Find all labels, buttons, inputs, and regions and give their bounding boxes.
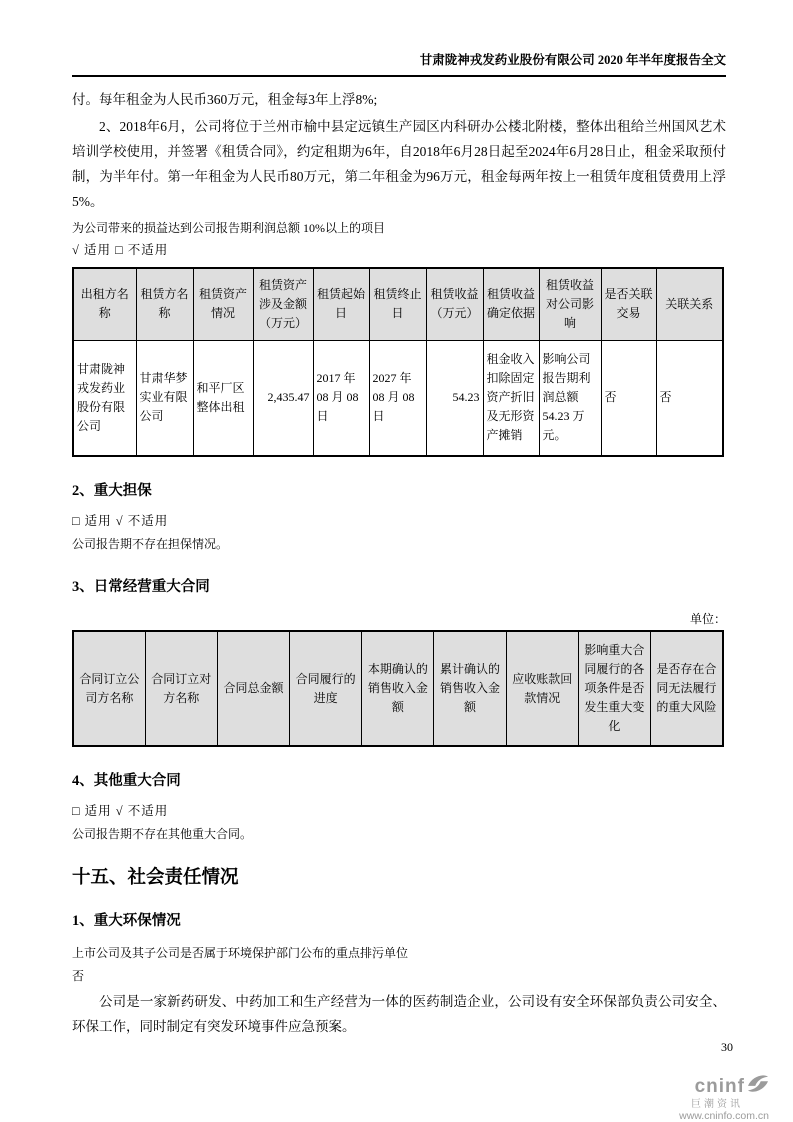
column-header: 租赁终止日 — [369, 268, 426, 340]
lease-table-header-row — [73, 268, 723, 340]
column-header: 关联关系 — [656, 268, 723, 340]
column-header: 租赁收益对公司影响 — [539, 268, 601, 340]
cell-related-transaction: 否 — [601, 340, 656, 456]
applicable-indicator: √ 适用 □ 不适用 — [72, 243, 169, 257]
cninfo-url: www.cninfo.com.cn — [679, 1110, 769, 1122]
lease-table-data-row — [73, 340, 723, 456]
unit-label: 单位： — [689, 612, 726, 626]
section-title-other-contracts: 4、其他重大合同 — [72, 773, 181, 789]
section-title-daily-contracts: 3、日常经营重大合同 — [72, 579, 210, 595]
lease-table — [72, 267, 724, 457]
column-header: 租赁资产涉及金额（万元） — [253, 268, 313, 340]
section-title-guarantee: 2、重大担保 — [72, 483, 152, 499]
cell-asset-description: 和平厂区整体出租 — [193, 340, 253, 456]
column-header: 合同订立对方名称 — [145, 631, 217, 746]
column-header: 影响重大合同履行的各项条件是否发生重大变化 — [578, 631, 650, 746]
column-header: 是否存在合同无法履行的重大风险 — [651, 631, 723, 746]
column-header: 合同履行的进度 — [290, 631, 362, 746]
env-question: 上市公司及其子公司是否属于环境保护部门公布的重点排污单位 — [72, 946, 409, 960]
column-header: 租赁资产情况 — [193, 268, 253, 340]
cninfo-brand-text: cninf — [694, 1075, 745, 1097]
column-header: 是否关联交易 — [601, 268, 656, 340]
applicable-indicator: □ 适用 √ 不适用 — [72, 514, 169, 528]
column-header: 应收账款回款情况 — [506, 631, 578, 746]
other-contract-note: 公司报告期不存在其他重大合同。 — [72, 827, 253, 841]
env-paragraph: 公司是一家新药研发、中药加工和生产经营为一体的医药制造企业，公司设有安全环保部负责公司安全、环保工作，同时制定有突发环境事件应急预案。 — [72, 994, 726, 1034]
cell-lease-income: 54.23 — [426, 340, 483, 456]
section-title-environment: 1、重大环保情况 — [72, 913, 181, 929]
chapter-title-social-responsibility: 十五、社会责任情况 — [72, 868, 239, 888]
cell-lessor-name: 甘肃陇神戎发药业股份有限公司 — [73, 340, 136, 456]
document-header-title: 甘肃陇神戎发药业股份有限公司 2020 年半年度报告全文 — [72, 50, 726, 77]
cell-related-relationship: 否 — [656, 340, 723, 456]
contract-table-header-row — [73, 631, 723, 746]
cninfo-cn-name: 巨潮资讯 — [691, 1099, 743, 1110]
cell-asset-amount: 2,435.47 — [253, 340, 313, 456]
paragraph-lease-2018: 2、2018年6月，公司将位于兰州市榆中县定远镇生产园区内科研办公楼北附楼，整体出租给兰州国风艺术培训学校使用，并签署《租赁合同》，约定租期为6年，自2018年6月28日起至2024年6月28日止，租金采取预付制，为半年付。第一年租金为人民币80万元，第二年租金为96万元，租金每两年按上一租赁年度租赁费用上浮5%。 — [72, 119, 726, 209]
profit-threshold-note: 为公司带来的损益达到公司报告期利润总额 10%以上的项目 — [72, 221, 385, 235]
page-number: 30 — [721, 1040, 733, 1054]
cninfo-swirl-icon — [747, 1074, 769, 1099]
cell-lessee-name: 甘肃华梦实业有限公司 — [136, 340, 193, 456]
column-header: 租赁收益确定依据 — [483, 268, 539, 340]
guarantee-note: 公司报告期不存在担保情况。 — [72, 537, 229, 551]
env-answer: 否 — [72, 969, 85, 983]
column-header: 出租方名称 — [73, 268, 136, 340]
cell-impact: 影响公司报告期利润总额 54.23 万元。 — [539, 340, 601, 456]
column-header: 租赁方名称 — [136, 268, 193, 340]
cell-start-date: 2017 年 08 月 08 日 — [313, 340, 369, 456]
cell-end-date: 2027 年 08 月 08 日 — [369, 340, 426, 456]
cell-income-basis: 租金收入扣除固定资产折旧及无形资产摊销 — [483, 340, 539, 456]
daily-contract-table — [72, 630, 724, 747]
column-header: 租赁收益（万元） — [426, 268, 483, 340]
paragraph-rent-terms: 付。每年租金为人民币360万元，租金每3年上浮8%; — [72, 92, 378, 107]
applicable-indicator: □ 适用 √ 不适用 — [72, 804, 169, 818]
column-header: 累计确认的销售收入金额 — [434, 631, 506, 746]
column-header: 合同总金额 — [217, 631, 289, 746]
column-header: 合同订立公司方名称 — [73, 631, 145, 746]
column-header: 本期确认的销售收入金额 — [362, 631, 434, 746]
cninfo-logo — [679, 1074, 769, 1122]
column-header: 租赁起始日 — [313, 268, 369, 340]
